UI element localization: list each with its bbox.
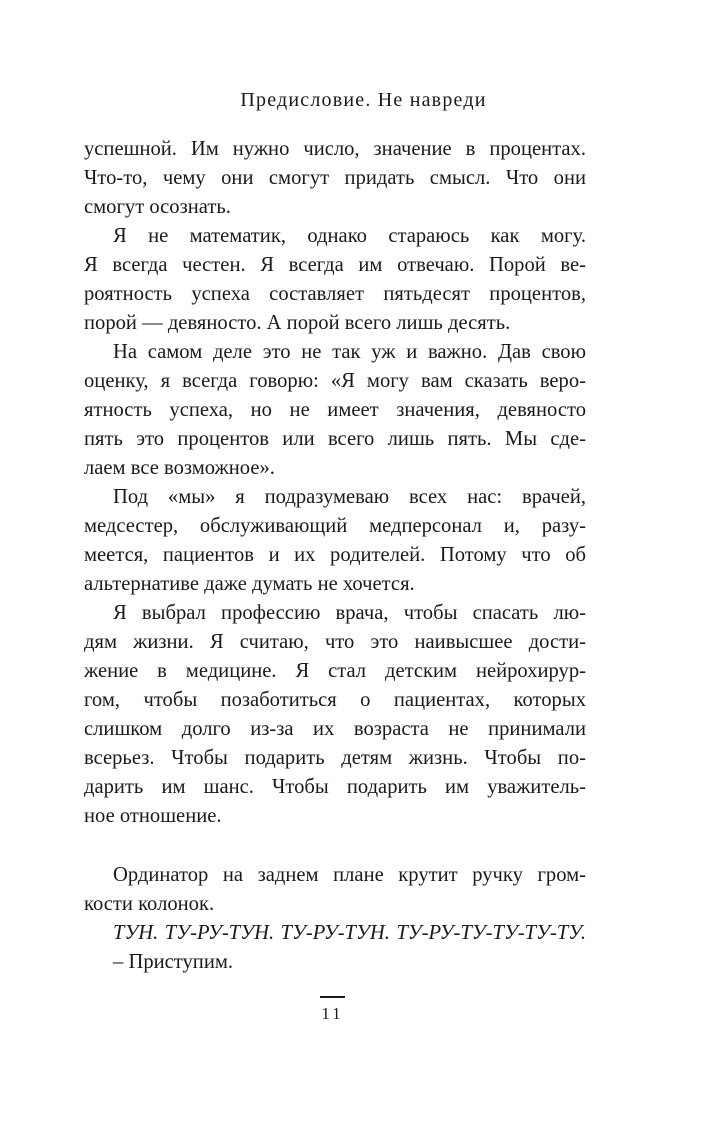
- text-line: Что-то, чему они смогут придать смысл. Что они: [84, 167, 586, 189]
- text-line: гом, чтобы позаботиться о пациентах, которых: [84, 689, 586, 711]
- text-line: Я всегда честен. Я всегда им отвечаю. Порой ве-: [84, 254, 586, 276]
- text-line: меется, пациентов и их родителей. Потому что об: [84, 544, 586, 566]
- text-line: На самом деле это не так уж и важно. Дав свою: [113, 341, 586, 363]
- text-line: Я не математик, однако стараюсь как могу.: [113, 225, 586, 247]
- body-text: [84, 135, 586, 977]
- text-line: дям жизни. Я считаю, что это наивысшее дости-: [84, 631, 586, 653]
- page-number-rule: [320, 996, 345, 998]
- text-line: оценку, я всегда говорю: «Я могу вам сказать веро-: [84, 370, 586, 392]
- text-line: роятность успеха составляет пятьдесят процентов,: [84, 283, 586, 305]
- text-line: пять это процентов или всего лишь пять. Мы сде-: [84, 428, 586, 450]
- text-line: всерьез. Чтобы подарить детям жизнь. Чтобы по-: [84, 747, 586, 769]
- text-line: кости колонок.: [84, 893, 215, 915]
- text-line: альтернативе даже думать не хочется.: [84, 573, 415, 595]
- running-head: Предисловие. Не навреди: [240, 89, 487, 111]
- text-line: жение в медицине. Я стал детским нейрохирур-: [84, 660, 586, 682]
- text-line: Ординатор на заднем плане крутит ручку гром-: [113, 864, 586, 886]
- text-line: медсестер, обслуживающий медперсонал и, разу-: [84, 515, 586, 537]
- text-line: дарить им шанс. Чтобы подарить им уважитель-: [84, 776, 586, 798]
- text-line: успешной. Им нужно число, значение в процентах.: [84, 138, 586, 160]
- text-line-italic: ТУН. ТУ-РУ-ТУН. ТУ-РУ-ТУН. ТУ-РУ-ТУ-ТУ-ТУ-ТУ.: [113, 922, 586, 944]
- section-break: [84, 831, 586, 861]
- text-line: Под «мы» я подразумеваю всех нас: врачей,: [113, 486, 586, 508]
- text-line: – Приступим.: [113, 951, 234, 973]
- text-line: слишком долго из-за их возраста не принимали: [84, 718, 586, 740]
- text-line: порой — девяносто. А порой всего лишь десять.: [84, 312, 511, 334]
- text-line: ятность успеха, но не имеет значения, девяносто: [84, 399, 586, 421]
- text-line: Я выбрал профессию врача, чтобы спасать лю-: [113, 602, 586, 624]
- text-line: ное отношение.: [84, 805, 222, 827]
- text-line: смогут осознать.: [84, 196, 231, 218]
- page-number: 11: [321, 1004, 344, 1023]
- text-line: лаем все возможное».: [84, 457, 275, 479]
